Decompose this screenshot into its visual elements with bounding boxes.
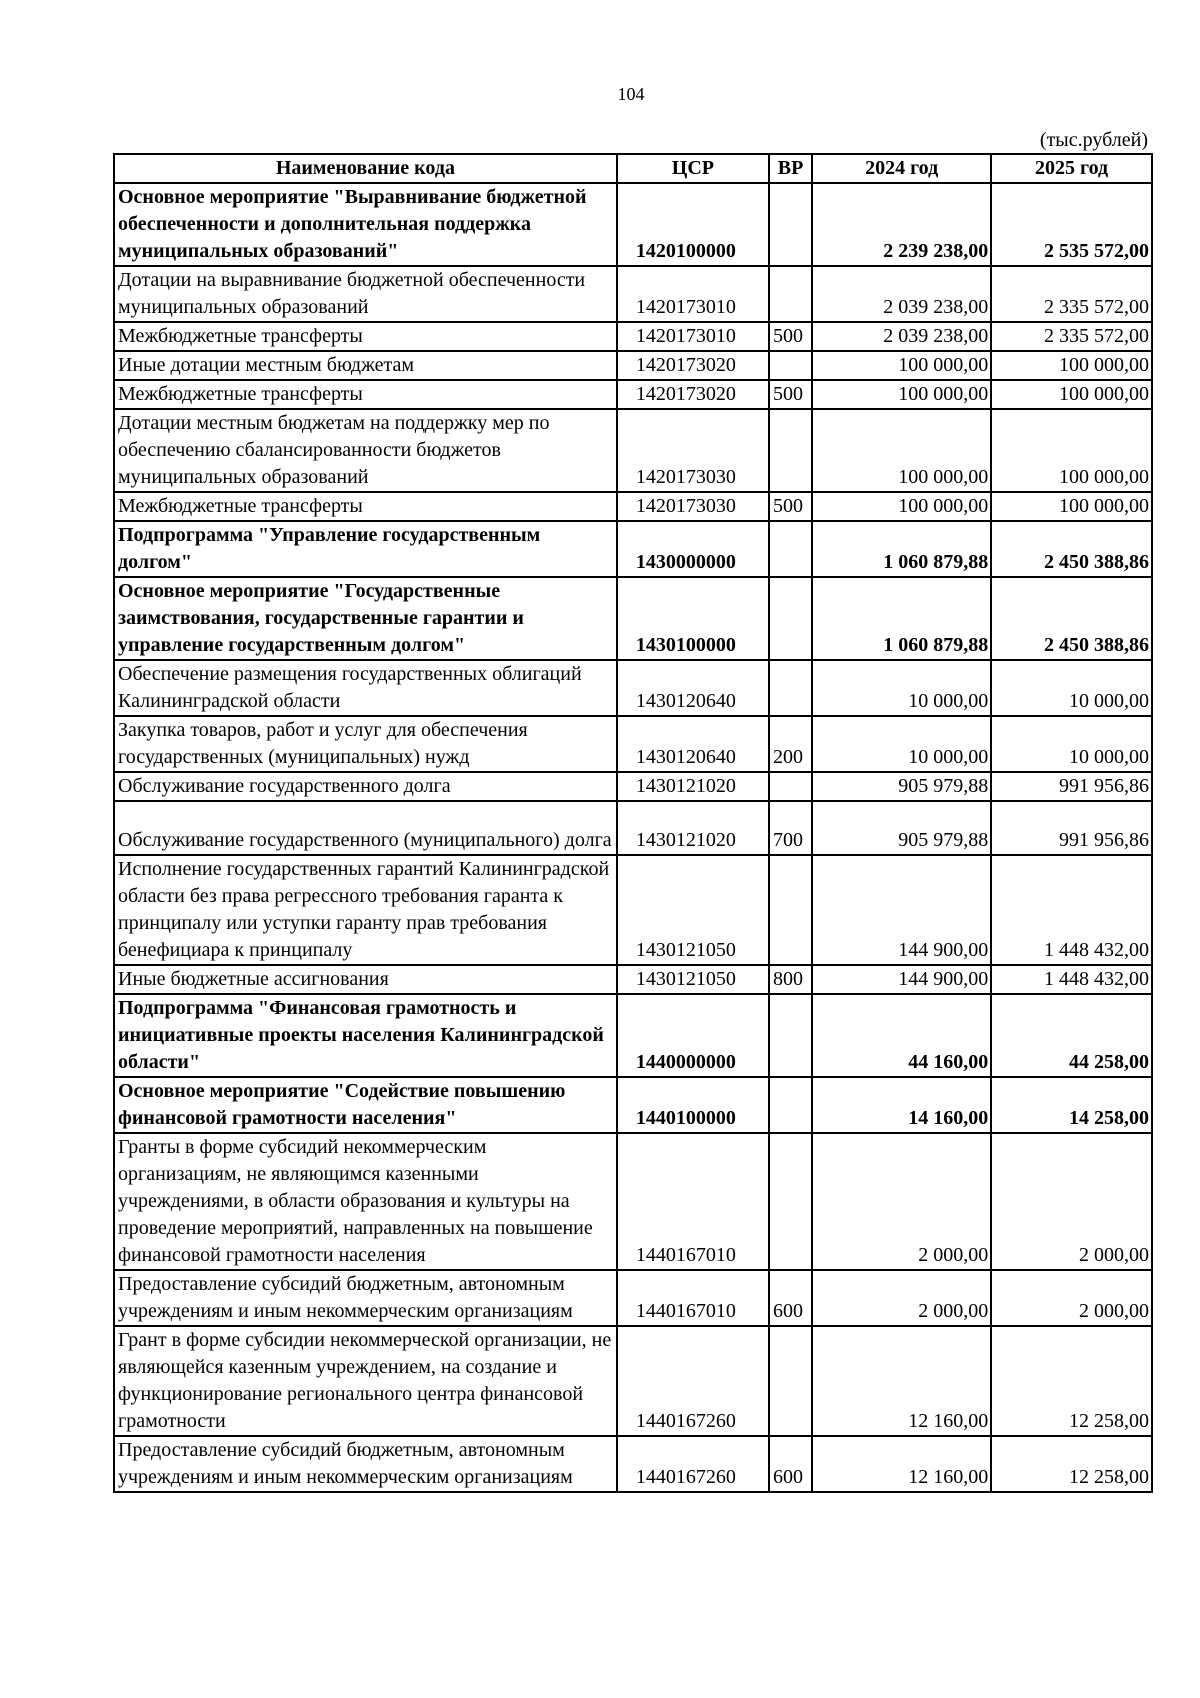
cell-2024: 100 000,00 [812, 380, 991, 409]
table-row [114, 1077, 1152, 1133]
cell-2025: 991 956,86 [991, 772, 1152, 801]
cell-vr [769, 660, 812, 716]
cell-2024: 905 979,88 [812, 801, 991, 855]
header-2024: 2024 год [812, 154, 991, 183]
cell-vr: 800 [769, 965, 812, 994]
cell-csr: 1430121020 [617, 801, 769, 855]
cell-2024: 2 239 238,00 [812, 183, 991, 266]
cell-2025: 2 450 388,86 [991, 577, 1152, 660]
cell-2024: 1 060 879,88 [812, 577, 991, 660]
cell-name: Дотации местным бюджетам на поддержку мер по обеспечению сбалансированности бюджетов муниципальных образований [114, 409, 617, 492]
cell-vr [769, 1077, 812, 1133]
cell-2025: 10 000,00 [991, 716, 1152, 772]
cell-2025: 100 000,00 [991, 380, 1152, 409]
cell-2025: 100 000,00 [991, 492, 1152, 521]
cell-2025: 2 335 572,00 [991, 322, 1152, 351]
cell-csr: 1420100000 [617, 183, 769, 266]
cell-2025: 2 450 388,86 [991, 521, 1152, 577]
cell-name: Иные дотации местным бюджетам [114, 351, 617, 380]
cell-csr: 1420173010 [617, 266, 769, 322]
cell-2024: 144 900,00 [812, 965, 991, 994]
cell-name: Межбюджетные трансферты [114, 380, 617, 409]
cell-vr [769, 409, 812, 492]
cell-csr: 1430000000 [617, 521, 769, 577]
cell-vr [769, 772, 812, 801]
cell-2025: 2 535 572,00 [991, 183, 1152, 266]
table-header-row [114, 154, 1152, 183]
table-row [114, 521, 1152, 577]
cell-2024: 2 000,00 [812, 1270, 991, 1326]
table-row [114, 492, 1152, 521]
cell-name: Гранты в форме субсидий некоммерческим организациям, не являющимся казенными учреждениями, в области образования и культуры на проведение мероприятий, направленных на повышение финансовой грамотности населения [114, 1133, 617, 1270]
cell-2024: 44 160,00 [812, 994, 991, 1077]
cell-csr: 1440167010 [617, 1270, 769, 1326]
cell-2025: 1 448 432,00 [991, 855, 1152, 965]
cell-vr: 700 [769, 801, 812, 855]
cell-vr: 600 [769, 1270, 812, 1326]
cell-2024: 12 160,00 [812, 1326, 991, 1436]
budget-table [113, 153, 1153, 1493]
table-row [114, 855, 1152, 965]
cell-2025: 2 000,00 [991, 1133, 1152, 1270]
table-row [114, 577, 1152, 660]
table-row [114, 409, 1152, 492]
cell-2025: 1 448 432,00 [991, 965, 1152, 994]
cell-name: Основное мероприятие "Выравнивание бюджетной обеспеченности и дополнительная поддержка муниципальных образований" [114, 183, 617, 266]
header-name: Наименование кода [114, 154, 617, 183]
cell-name: Межбюджетные трансферты [114, 492, 617, 521]
cell-name: Предоставление субсидий бюджетным, автономным учреждениям и иным некоммерческим организациям [114, 1270, 617, 1326]
cell-name: Закупка товаров, работ и услуг для обеспечения государственных (муниципальных) нужд [114, 716, 617, 772]
cell-vr [769, 855, 812, 965]
cell-2025: 14 258,00 [991, 1077, 1152, 1133]
cell-csr: 1430121050 [617, 965, 769, 994]
cell-2025: 100 000,00 [991, 351, 1152, 380]
cell-2024: 100 000,00 [812, 409, 991, 492]
cell-vr [769, 351, 812, 380]
cell-vr [769, 994, 812, 1077]
cell-csr: 1430121050 [617, 855, 769, 965]
cell-csr: 1440167260 [617, 1436, 769, 1492]
cell-name: Подпрограмма "Управление государственным долгом" [114, 521, 617, 577]
table-row [114, 965, 1152, 994]
cell-2024: 905 979,88 [812, 772, 991, 801]
cell-2025: 991 956,86 [991, 801, 1152, 855]
cell-2024: 2 000,00 [812, 1133, 991, 1270]
header-vr: ВР [769, 154, 812, 183]
cell-name: Предоставление субсидий бюджетным, автономным учреждениям и иным некоммерческим организациям [114, 1436, 617, 1492]
cell-csr: 1440167260 [617, 1326, 769, 1436]
cell-name: Иные бюджетные ассигнования [114, 965, 617, 994]
cell-name: Обслуживание государственного (муниципального) долга [114, 801, 617, 855]
cell-csr: 1420173020 [617, 380, 769, 409]
cell-csr: 1420173030 [617, 492, 769, 521]
table-row [114, 772, 1152, 801]
cell-name: Подпрограмма "Финансовая грамотность и инициативные проекты населения Калининградской области" [114, 994, 617, 1077]
cell-2025: 10 000,00 [991, 660, 1152, 716]
cell-csr: 1430121020 [617, 772, 769, 801]
cell-2024: 2 039 238,00 [812, 322, 991, 351]
table-row [114, 266, 1152, 322]
table-row [114, 1436, 1152, 1492]
cell-vr [769, 521, 812, 577]
cell-2024: 100 000,00 [812, 351, 991, 380]
cell-name: Межбюджетные трансферты [114, 322, 617, 351]
cell-csr: 1420173020 [617, 351, 769, 380]
header-csr: ЦСР [617, 154, 769, 183]
cell-vr: 500 [769, 322, 812, 351]
table-row [114, 183, 1152, 266]
cell-vr [769, 1133, 812, 1270]
units-label: (тыс.рублей) [1039, 129, 1148, 151]
cell-csr: 1430120640 [617, 716, 769, 772]
cell-vr: 600 [769, 1436, 812, 1492]
cell-csr: 1420173030 [617, 409, 769, 492]
cell-vr: 500 [769, 380, 812, 409]
table-row [114, 660, 1152, 716]
cell-vr [769, 577, 812, 660]
table-row [114, 1270, 1152, 1326]
table-row [114, 1326, 1152, 1436]
cell-name: Основное мероприятие "Государственные заимствования, государственные гарантии и управление государственным долгом" [114, 577, 617, 660]
cell-2025: 12 258,00 [991, 1436, 1152, 1492]
cell-2024: 100 000,00 [812, 492, 991, 521]
table-row [114, 1133, 1152, 1270]
cell-2025: 2 000,00 [991, 1270, 1152, 1326]
cell-2025: 100 000,00 [991, 409, 1152, 492]
cell-csr: 1420173010 [617, 322, 769, 351]
cell-2024: 10 000,00 [812, 660, 991, 716]
cell-csr: 1440100000 [617, 1077, 769, 1133]
cell-2024: 2 039 238,00 [812, 266, 991, 322]
cell-vr [769, 183, 812, 266]
cell-2025: 44 258,00 [991, 994, 1152, 1077]
table-row [114, 801, 1152, 855]
table-row [114, 351, 1152, 380]
cell-2025: 12 258,00 [991, 1326, 1152, 1436]
cell-name: Основное мероприятие "Содействие повышению финансовой грамотности населения" [114, 1077, 617, 1133]
cell-vr: 500 [769, 492, 812, 521]
page-number: 104 [617, 84, 645, 104]
cell-name: Обеспечение размещения государственных облигаций Калининградской области [114, 660, 617, 716]
cell-csr: 1440000000 [617, 994, 769, 1077]
table-row [114, 380, 1152, 409]
cell-2024: 1 060 879,88 [812, 521, 991, 577]
cell-csr: 1440167010 [617, 1133, 769, 1270]
cell-name: Обслуживание государственного долга [114, 772, 617, 801]
cell-vr [769, 1326, 812, 1436]
table-row [114, 994, 1152, 1077]
cell-2024: 12 160,00 [812, 1436, 991, 1492]
cell-vr [769, 266, 812, 322]
cell-name: Исполнение государственных гарантий Калининградской области без права регрессного требования гаранта к принципалу или уступки гаранту прав требования бенефициара к принципалу [114, 855, 617, 965]
table-row [114, 322, 1152, 351]
cell-csr: 1430100000 [617, 577, 769, 660]
cell-name: Дотации на выравнивание бюджетной обеспеченности муниципальных образований [114, 266, 617, 322]
cell-csr: 1430120640 [617, 660, 769, 716]
cell-2024: 10 000,00 [812, 716, 991, 772]
cell-name: Грант в форме субсидии некоммерческой организации, не являющейся казенным учреждением, на создание и функционирование регионального центра финансовой грамотности [114, 1326, 617, 1436]
header-2025: 2025 год [991, 154, 1152, 183]
cell-vr: 200 [769, 716, 812, 772]
table-row [114, 716, 1152, 772]
cell-2024: 14 160,00 [812, 1077, 991, 1133]
cell-2024: 144 900,00 [812, 855, 991, 965]
cell-2025: 2 335 572,00 [991, 266, 1152, 322]
